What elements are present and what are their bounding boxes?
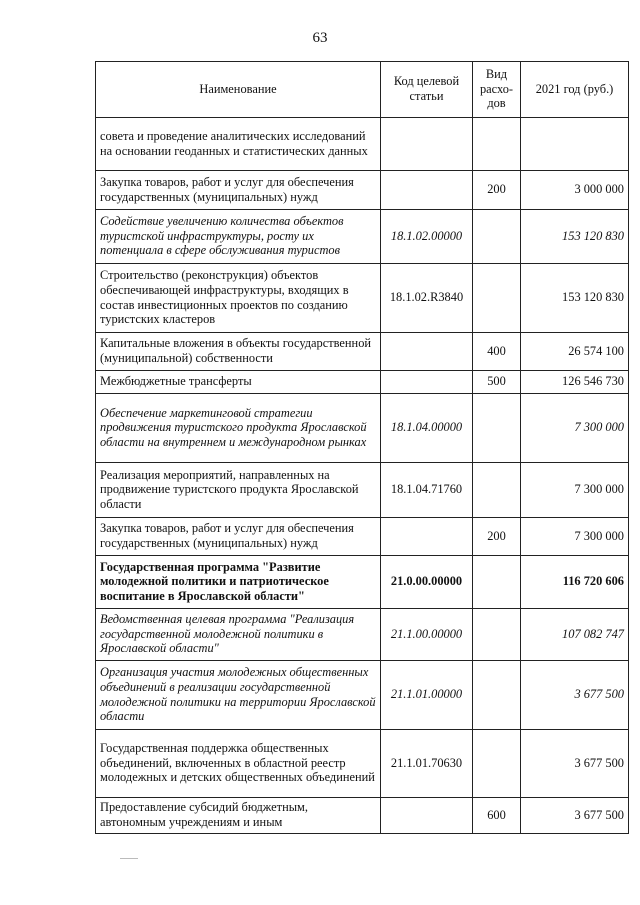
budget-table xyxy=(95,61,629,834)
cell-code: 18.1.04.00000 xyxy=(381,394,473,463)
header-type: Вид расхо-дов xyxy=(473,62,521,118)
cell-type xyxy=(473,394,521,463)
header-amount: 2021 год (руб.) xyxy=(521,62,629,118)
header-name: Наименование xyxy=(96,62,381,118)
table-row xyxy=(96,518,629,556)
cell-amount: 3 677 500 xyxy=(521,661,629,730)
cell-type: 400 xyxy=(473,333,521,371)
cell-type: 600 xyxy=(473,798,521,834)
cell-type: 200 xyxy=(473,171,521,210)
table-row xyxy=(96,661,629,730)
cell-code xyxy=(381,171,473,210)
table-row xyxy=(96,556,629,609)
cell-name: Предоставление субсидий бюджетным, автономным учреждениям и иным xyxy=(96,798,381,834)
table-row xyxy=(96,371,629,394)
cell-type xyxy=(473,609,521,661)
cell-type xyxy=(473,730,521,798)
table-row xyxy=(96,210,629,264)
cell-amount: 107 082 747 xyxy=(521,609,629,661)
cell-type: 500 xyxy=(473,371,521,394)
cell-amount: 3 677 500 xyxy=(521,798,629,834)
cell-amount: 26 574 100 xyxy=(521,333,629,371)
cell-code xyxy=(381,118,473,171)
table-row xyxy=(96,730,629,798)
cell-amount: 7 300 000 xyxy=(521,394,629,463)
cell-type xyxy=(473,463,521,518)
table-row xyxy=(96,394,629,463)
cell-name: Капитальные вложения в объекты государственной (муниципальной) собственности xyxy=(96,333,381,371)
cell-amount: 153 120 830 xyxy=(521,210,629,264)
table-row xyxy=(96,333,629,371)
cell-name: совета и проведение аналитических исследований на основании геоданных и статистических данных xyxy=(96,118,381,171)
table-row xyxy=(96,264,629,333)
cell-code: 18.1.02.00000 xyxy=(381,210,473,264)
table-row xyxy=(96,171,629,210)
table-row xyxy=(96,118,629,171)
cell-code: 21.1.01.00000 xyxy=(381,661,473,730)
cell-code xyxy=(381,798,473,834)
cell-type xyxy=(473,118,521,171)
cell-code xyxy=(381,371,473,394)
cell-code xyxy=(381,333,473,371)
cell-name: Закупка товаров, работ и услуг для обеспечения государственных (муниципальных) нужд xyxy=(96,171,381,210)
page-number: 63 xyxy=(312,30,328,46)
cell-type xyxy=(473,210,521,264)
cell-amount: 7 300 000 xyxy=(521,518,629,556)
cell-name: Ведомственная целевая программа "Реализация государственной молодежной политики в Ярославской области" xyxy=(96,609,381,661)
table-row xyxy=(96,798,629,834)
cell-code: 21.1.01.70630 xyxy=(381,730,473,798)
table-row xyxy=(96,463,629,518)
cell-code: 21.0.00.00000 xyxy=(381,556,473,609)
cell-name: Государственная программа "Развитие молодежной политики и патриотическое воспитание в Ярославской области" xyxy=(96,556,381,609)
cell-code: 21.1.00.00000 xyxy=(381,609,473,661)
cell-name: Закупка товаров, работ и услуг для обеспечения государственных (муниципальных) нужд xyxy=(96,518,381,556)
cell-amount: 3 677 500 xyxy=(521,730,629,798)
cell-name: Содействие увеличению количества объектов туристской инфраструктуры, росту их потенциала в сфере обслуживания туристов xyxy=(96,210,381,264)
cell-code: 18.1.02.R3840 xyxy=(381,264,473,333)
cell-type: 200 xyxy=(473,518,521,556)
cell-amount: 116 720 606 xyxy=(521,556,629,609)
cell-type xyxy=(473,661,521,730)
cell-amount: 153 120 830 xyxy=(521,264,629,333)
cell-code xyxy=(381,518,473,556)
cell-name: Строительство (реконструкция) объектов обеспечивающей инфраструктуры, входящих в состав инвестиционных проектов по созданию туристских кластеров xyxy=(96,264,381,333)
cell-name: Организация участия молодежных общественных объединений в реализации государственной молодежной политики на территории Ярославской области xyxy=(96,661,381,730)
table-row xyxy=(96,609,629,661)
cell-amount: 3 000 000 xyxy=(521,171,629,210)
cell-code: 18.1.04.71760 xyxy=(381,463,473,518)
cell-amount xyxy=(521,118,629,171)
table-body xyxy=(96,118,629,834)
scan-mark xyxy=(120,858,138,859)
header-code: Код целевой статьи xyxy=(381,62,473,118)
cell-type xyxy=(473,264,521,333)
table-header xyxy=(96,62,629,118)
cell-name: Обеспечение маркетинговой стратегии продвижения туристского продукта Ярославской области на внутреннем и международном рынках xyxy=(96,394,381,463)
cell-amount: 7 300 000 xyxy=(521,463,629,518)
cell-name: Межбюджетные трансферты xyxy=(96,371,381,394)
cell-name: Реализация мероприятий, направленных на продвижение туристского продукта Ярославской области xyxy=(96,463,381,518)
cell-name: Государственная поддержка общественных объединений, включенных в областной реестр молодежных и детских общественных объединений xyxy=(96,730,381,798)
cell-type xyxy=(473,556,521,609)
cell-amount: 126 546 730 xyxy=(521,371,629,394)
